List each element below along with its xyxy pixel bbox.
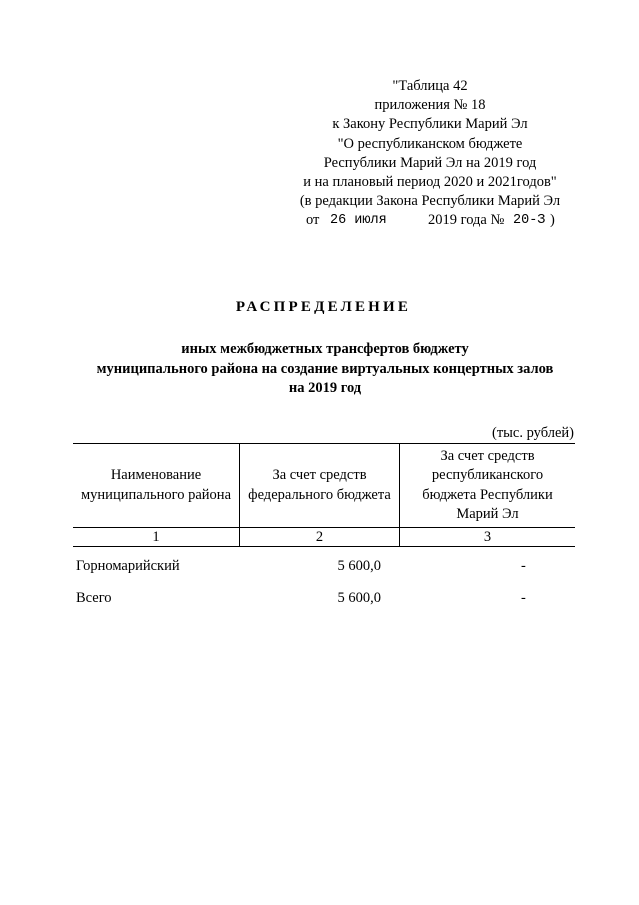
republic-amount: - — [521, 558, 526, 574]
header-line: к Закону Республики Марий Эл — [332, 116, 528, 133]
column-number: 2 — [315, 529, 324, 545]
column-header-line: федерального бюджета — [248, 486, 391, 503]
column-header-line: Наименование — [110, 467, 202, 483]
column-number: 3 — [483, 529, 492, 545]
table-header — [73, 443, 575, 547]
column-header-district — [73, 444, 239, 527]
header-line: (в редакции Закона Республики Марий Эл — [299, 193, 561, 210]
column-header-line: Марий Эл — [456, 506, 519, 522]
column-header-line: бюджета Республики — [422, 486, 553, 503]
subtitle-line: муниципального района на создание виртуальных концертных залов — [96, 360, 554, 377]
column-header-line: За счет средств — [272, 467, 367, 483]
table-row-total — [73, 588, 575, 608]
column-header-line: муниципального района — [81, 486, 231, 503]
law-date: 26 июля — [330, 213, 387, 229]
republic-amount: - — [521, 590, 526, 606]
law-date-line — [270, 211, 590, 230]
header-line: Республики Марий Эл на 2019 год — [323, 154, 537, 171]
column-header-republic — [400, 444, 575, 527]
law-number: 20-З — [513, 213, 546, 229]
header-line: и на плановый период 2020 и 2021годов" — [303, 174, 557, 191]
document-subtitle — [60, 340, 590, 399]
table-reference-header — [270, 77, 590, 230]
district-name: Горномарийский — [76, 558, 180, 574]
column-number: 1 — [152, 529, 160, 545]
header-line: "Таблица 42 — [392, 78, 468, 94]
subtitle-line: на 2019 год — [288, 380, 362, 396]
law-year: 2019 года № — [428, 212, 505, 229]
units-label: (тыс. рублей) — [492, 425, 574, 441]
column-header-line: республиканского — [431, 467, 544, 483]
closing-paren: ) — [550, 212, 555, 229]
federal-amount: 5 600,0 — [337, 558, 381, 574]
header-line: "О республиканском бюджете — [337, 135, 523, 152]
subtitle-line: иных межбюджетных трансфертов бюджету — [181, 341, 469, 357]
federal-amount: 5 600,0 — [337, 590, 381, 606]
date-prefix: от — [306, 212, 320, 229]
total-label: Всего — [76, 590, 112, 606]
column-header-federal — [240, 444, 399, 527]
header-line: приложения № 18 — [374, 97, 486, 114]
document-title: РАСПРЕДЕЛЕНИЕ — [235, 299, 412, 315]
column-header-line: За счет средств — [440, 447, 535, 464]
table-row — [73, 556, 575, 576]
